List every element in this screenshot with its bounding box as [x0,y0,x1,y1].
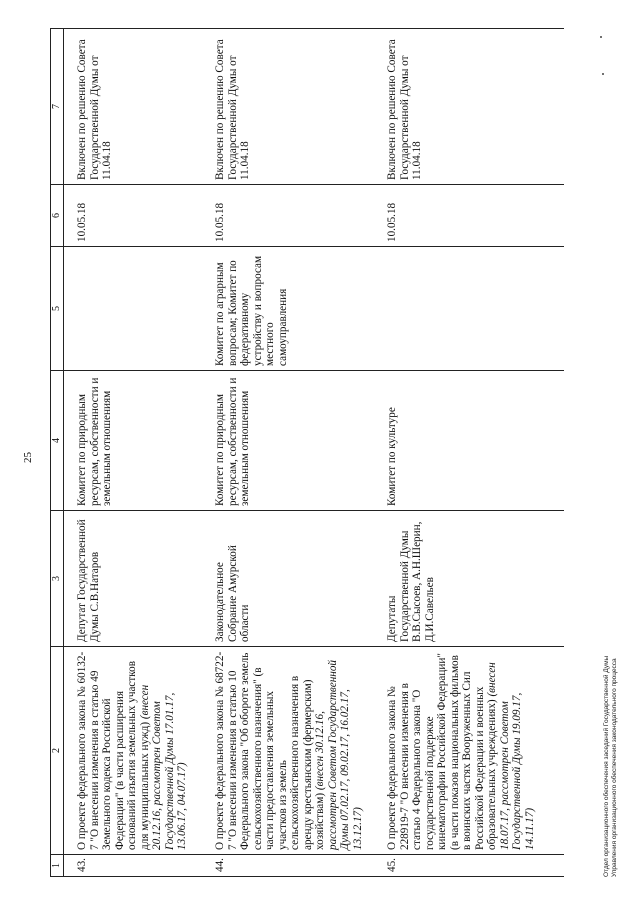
table-row [212,29,384,877]
bill-history-note: (внесен 30.12.16, рассмотрен Советом Государственной Думы 07.02.17, 09.02.17, 16.02.17, 13.12.17) [314,659,365,850]
responsible-committee: Комитет по культуре [384,371,564,511]
inclusion-status: Включен по решению Совета Государственной Думы от 11.04.18 [74,29,212,185]
bill-body: "О внесении изменения в статью 49 Земельного кодекса Российской Федерации" (в части расширения оснований изъятия земельных участков для муниципальных нужд) [88,660,151,850]
co-executor-committees: Комитет по аграрным вопросам; Комитет по федеративному устройству и вопросам местного самоуправления [212,247,384,371]
footer-line: Отдел организационного обеспечения заседаний Государственной Думы [603,655,610,877]
table-row [384,29,564,877]
page-footer [603,656,619,877]
column-header: 1 [51,855,64,877]
page-number: 25 [22,452,34,463]
bill-title: О проекте федерального закона № 60132-7 [76,651,101,850]
co-executor-committees [384,247,564,371]
agenda-table [50,28,564,877]
row-number: 44. [212,855,384,877]
table-row [74,29,212,877]
table-header-row [51,29,64,877]
rotated-page-content [20,30,620,885]
inclusion-status: Включен по решению Совета Государственной Думы от 11.04.18 [212,29,384,185]
bill-body: "О внесении изменения в статью 4 Федерального закона "О государственной поддержке кинематографии Российской Федерации" (в части показов национальных фильмов в воинских частях Вооруженных Сил Российской Федерации и военных образовательных учреждениях) [398,653,499,850]
column-header: 5 [51,247,64,371]
consideration-date: 10.05.18 [384,185,564,247]
bill-description [212,647,384,855]
row-number: 45. [384,855,564,877]
footer-line: Управления организационного обеспечения законодательного процесса [611,658,619,877]
column-header: 2 [51,647,64,855]
inclusion-status: Включен по решению Совета Государственной Думы от 11.04.18 [384,29,564,185]
initiator: Законодательное Собрание Амурской области [212,511,384,647]
bill-title: О проекте федерального закона № 228919-7 [386,686,411,850]
bill-body: "О внесении изменения в статью 10 Федерального закона "Об обороте земель сельскохозяйственного назначения" (в части предоставления земельных участков из земель сельскохозяйственного назначения в аренду крестьянским (фермерским) хозяйствам) [226,652,327,850]
bill-history-note: (внесен 18.07.17, рассмотрен Советом Государственной Думы 19.09.17, 14.11.17) [486,662,537,850]
row-number: 43. [74,855,212,877]
column-header: 4 [51,371,64,511]
column-header: 3 [51,511,64,647]
column-header: 6 [51,185,64,247]
consideration-date: 10.05.18 [212,185,384,247]
column-header: 7 [51,29,64,185]
bill-description [384,647,564,855]
responsible-committee: Комитет по природным ресурсам, собственности и земельным отношениям [74,371,212,511]
bill-history-note: (внесен 20.12.16, рассмотрен Советом Государственной Думы 17.01.17, 13.06.17, 04.07.17) [138,684,189,850]
co-executor-committees [74,247,212,371]
initiator: Депутат Государственной Думы С.В.Натаров [74,511,212,647]
bill-title: О проекте федерального закона № 68722-7 [214,651,239,850]
consideration-date: 10.05.18 [74,185,212,247]
responsible-committee: Комитет по природным ресурсам, собственности и земельным отношениям [212,371,384,511]
initiator: Депутаты Государственной Думы В.В.Сысоев, А.Н.Шерин, Д.И.Савельев [384,511,564,647]
bill-description [74,647,212,855]
